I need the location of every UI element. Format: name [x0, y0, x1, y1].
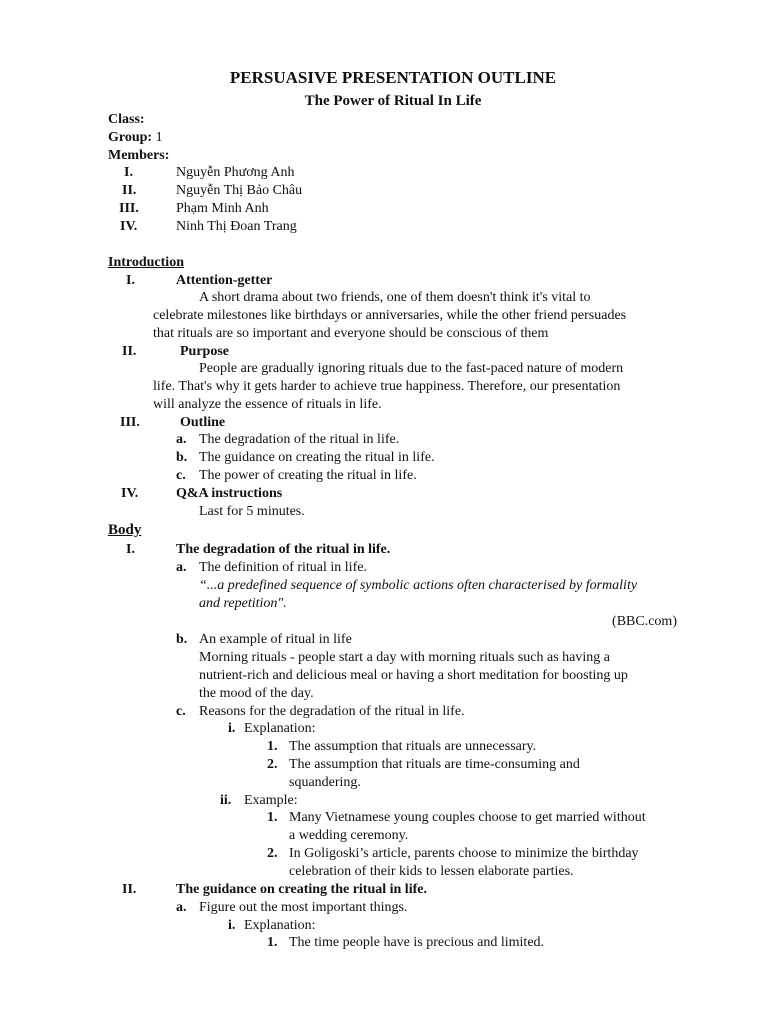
- member-num: IV.: [120, 219, 138, 234]
- body-heading: Body: [108, 522, 142, 538]
- intro-item-title: Outline: [180, 415, 226, 430]
- group-value: 1: [155, 130, 163, 145]
- subitem-text: The definition of ritual in life.: [199, 560, 367, 575]
- body-text-line: nutrient-rich and delicious meal or having a short meditation for boosting up: [199, 668, 628, 683]
- numbered-item-num: 1.: [267, 935, 278, 950]
- member-name: Nguyễn Thị Bảo Châu: [176, 183, 303, 198]
- outline-subitem-text: The power of creating the ritual in life.: [199, 468, 417, 483]
- roman-sub-text: Explanation:: [244, 918, 316, 933]
- intro-text-line: People are gradually ignoring rituals due to the fast-paced nature of modern: [199, 361, 624, 376]
- numbered-item-num: 2.: [267, 757, 278, 772]
- numbered-item-text: The assumption that rituals are unnecessary.: [289, 739, 537, 754]
- body-text-line: the mood of the day.: [199, 686, 314, 701]
- outline-subitem-text: The guidance on creating the ritual in life.: [199, 450, 435, 465]
- roman-sub-num: ii.: [220, 793, 232, 808]
- outline-subitem-num: c.: [176, 468, 186, 483]
- intro-text-line: A short drama about two friends, one of them doesn't think it's vital to: [199, 290, 591, 305]
- body-section-num: I.: [126, 542, 135, 557]
- outline-subitem-text: The degradation of the ritual in life.: [199, 432, 400, 447]
- quote-source: (BBC.com): [612, 614, 677, 629]
- roman-sub-text: Example:: [244, 793, 298, 808]
- intro-item-num: II.: [122, 344, 137, 359]
- roman-sub-num: i.: [228, 918, 236, 933]
- numbered-item-text: squandering.: [289, 775, 361, 790]
- intro-item-num: III.: [120, 415, 140, 430]
- subitem-num: a.: [176, 560, 187, 575]
- group-label: Group:: [108, 130, 153, 145]
- numbered-item-text: The time people have is precious and limited.: [289, 935, 545, 950]
- member-name: Ninh Thị Đoan Trang: [176, 219, 297, 234]
- intro-text-line: life. That's why it gets harder to achieve true happiness. Therefore, our presentation: [153, 379, 621, 394]
- intro-text-line: will analyze the essence of rituals in life.: [153, 397, 382, 412]
- member-name: Nguyễn Phương Anh: [176, 165, 295, 180]
- quote-line: “...a predefined sequence of symbolic actions often characterised by formality: [199, 578, 638, 593]
- intro-item-num: IV.: [121, 486, 139, 501]
- subitem-num: a.: [176, 900, 187, 915]
- class-label: Class:: [108, 112, 145, 127]
- member-num: II.: [122, 183, 137, 198]
- subitem-num: c.: [176, 704, 186, 719]
- introduction-heading: Introduction: [108, 255, 184, 270]
- subitem-text: Figure out the most important things.: [199, 900, 408, 915]
- subitem-text: An example of ritual in life: [199, 632, 352, 647]
- intro-text-line: that rituals are so important and everyone should be conscious of them: [153, 326, 549, 341]
- roman-sub-num: i.: [228, 721, 236, 736]
- numbered-item-num: 1.: [267, 739, 278, 754]
- intro-text-line: Last for 5 minutes.: [199, 504, 305, 519]
- outline-subitem-num: b.: [176, 450, 188, 465]
- outline-subitem-num: a.: [176, 432, 187, 447]
- numbered-item-text: The assumption that rituals are time-consuming and: [289, 757, 580, 772]
- body-section-title: The degradation of the ritual in life.: [176, 542, 391, 557]
- document-subtitle: The Power of Ritual In Life: [304, 93, 482, 109]
- group-line: [108, 129, 163, 146]
- intro-item-title: Attention-getter: [176, 273, 273, 288]
- numbered-item-text: In Goligoski’s article, parents choose to minimize the birthday: [289, 846, 639, 861]
- intro-item-title: Q&A instructions: [176, 486, 283, 501]
- subitem-text: Reasons for the degradation of the ritual in life.: [199, 704, 465, 719]
- quote-line: and repetition".: [199, 596, 287, 611]
- member-name: Phạm Minh Anh: [176, 201, 269, 216]
- numbered-item-num: 1.: [267, 810, 278, 825]
- member-num: I.: [124, 165, 133, 180]
- body-section-num: II.: [122, 882, 137, 897]
- body-section-title: The guidance on creating the ritual in life.: [176, 882, 427, 897]
- roman-sub-text: Explanation:: [244, 721, 316, 736]
- subitem-num: b.: [176, 632, 188, 647]
- document-title: PERSUASIVE PRESENTATION OUTLINE: [229, 68, 557, 87]
- intro-text-line: celebrate milestones like birthdays or anniversaries, while the other friend persuades: [153, 308, 627, 323]
- numbered-item-text: celebration of their kids to lessen elaborate parties.: [289, 864, 574, 879]
- body-text-line: Morning rituals - people start a day with morning rituals such as having a: [199, 650, 610, 665]
- numbered-item-text: a wedding ceremony.: [289, 828, 409, 843]
- intro-item-title: Purpose: [180, 344, 229, 359]
- numbered-item-num: 2.: [267, 846, 278, 861]
- intro-item-num: I.: [126, 273, 135, 288]
- numbered-item-text: Many Vietnamese young couples choose to get married without: [289, 810, 646, 825]
- members-label: Members:: [108, 148, 170, 163]
- member-num: III.: [119, 201, 139, 216]
